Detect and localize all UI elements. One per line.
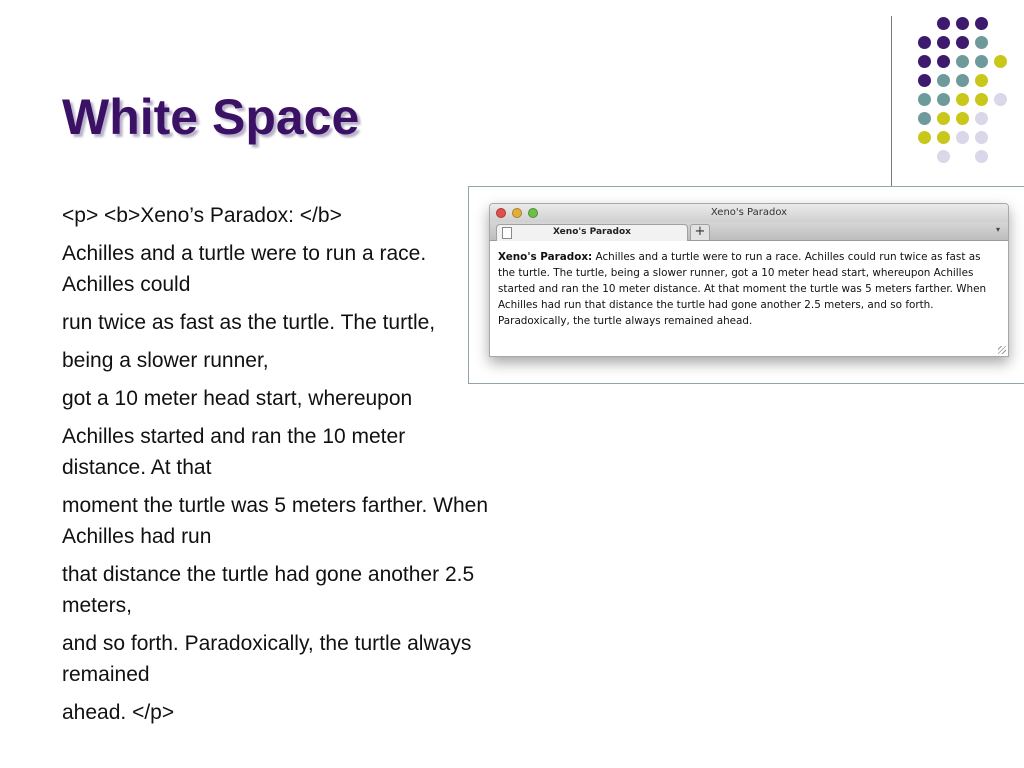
decorative-dot	[956, 55, 969, 68]
body-line: being a slower runner,	[62, 349, 269, 372]
decorative-dot	[937, 17, 950, 30]
decorative-dot	[975, 93, 988, 106]
browser-screenshot-frame	[468, 186, 1024, 384]
decorative-dot	[956, 17, 969, 30]
decorative-dot	[956, 131, 969, 144]
content-text: Achilles and a turtle were to run a race. Achilles could run twice as fast as the turtle. The turtle, being a slower runner, got a 10 meter head start, whereupon Achilles started and ran the 10 meter distance. At that moment the turtle was 5 meters farther. When Achilles had run that distance the turtle had gone another 2.5 meters, and so forth. Paradoxically, the turtle always remained ahead.	[498, 251, 987, 327]
body-line: ahead. </p>	[62, 701, 175, 724]
body-line: <p> <b>Xeno’s Paradox: </b>	[62, 204, 342, 227]
chevron-down-icon[interactable]: ▾	[995, 225, 1000, 234]
decorative-dot	[975, 112, 988, 125]
decorative-dot	[918, 36, 931, 49]
decorative-dot	[975, 74, 988, 87]
tab-label: Xeno's Paradox	[552, 227, 631, 237]
decorative-dot	[937, 150, 950, 163]
decorative-dot	[937, 74, 950, 87]
decorative-dot	[937, 112, 950, 125]
new-tab-button[interactable]: +	[690, 224, 710, 240]
decorative-dot	[937, 55, 950, 68]
decorative-dot	[918, 74, 931, 87]
window-titlebar	[490, 204, 1008, 222]
body-line: moment the turtle was 5 meters farther. When Achilles had run	[62, 494, 489, 548]
slide-title: White Space	[62, 89, 360, 145]
body-line: Achilles started and ran the 10 meter distance. At that	[62, 425, 406, 479]
decorative-dot	[937, 93, 950, 106]
decorative-dot	[937, 131, 950, 144]
body-line: Achilles and a turtle were to run a race. Achilles could	[62, 242, 427, 296]
decorative-dot	[956, 93, 969, 106]
body-line: run twice as fast as the turtle. The turtle,	[62, 311, 436, 334]
resize-grip-icon[interactable]	[998, 346, 1006, 354]
slide-body	[62, 200, 492, 735]
tab-bar	[490, 222, 1008, 241]
decorative-dot	[994, 55, 1007, 68]
decorative-dot	[937, 36, 950, 49]
browser-window	[489, 203, 1009, 357]
page-content	[490, 241, 1008, 329]
tab-xenos-paradox[interactable]	[496, 224, 688, 241]
decorative-dot	[956, 36, 969, 49]
divider-line	[891, 16, 892, 186]
decorative-dot	[975, 150, 988, 163]
window-title: Xeno's Paradox	[710, 207, 788, 218]
decorative-dot	[956, 74, 969, 87]
decorative-dot	[975, 131, 988, 144]
decorative-dot	[975, 36, 988, 49]
decorative-dot	[975, 55, 988, 68]
decorative-dot	[956, 112, 969, 125]
content-heading: Xeno's Paradox:	[498, 251, 593, 263]
body-line: that distance the turtle had gone another 2.5 meters,	[62, 563, 475, 617]
decorative-dot	[918, 112, 931, 125]
body-line: got a 10 meter head start, whereupon	[62, 387, 413, 410]
body-line: and so forth. Paradoxically, the turtle always remained	[62, 632, 472, 686]
decorative-dot	[975, 17, 988, 30]
decorative-dot	[994, 93, 1007, 106]
decorative-dot	[918, 55, 931, 68]
decorative-dot	[918, 93, 931, 106]
decorative-dot	[918, 131, 931, 144]
